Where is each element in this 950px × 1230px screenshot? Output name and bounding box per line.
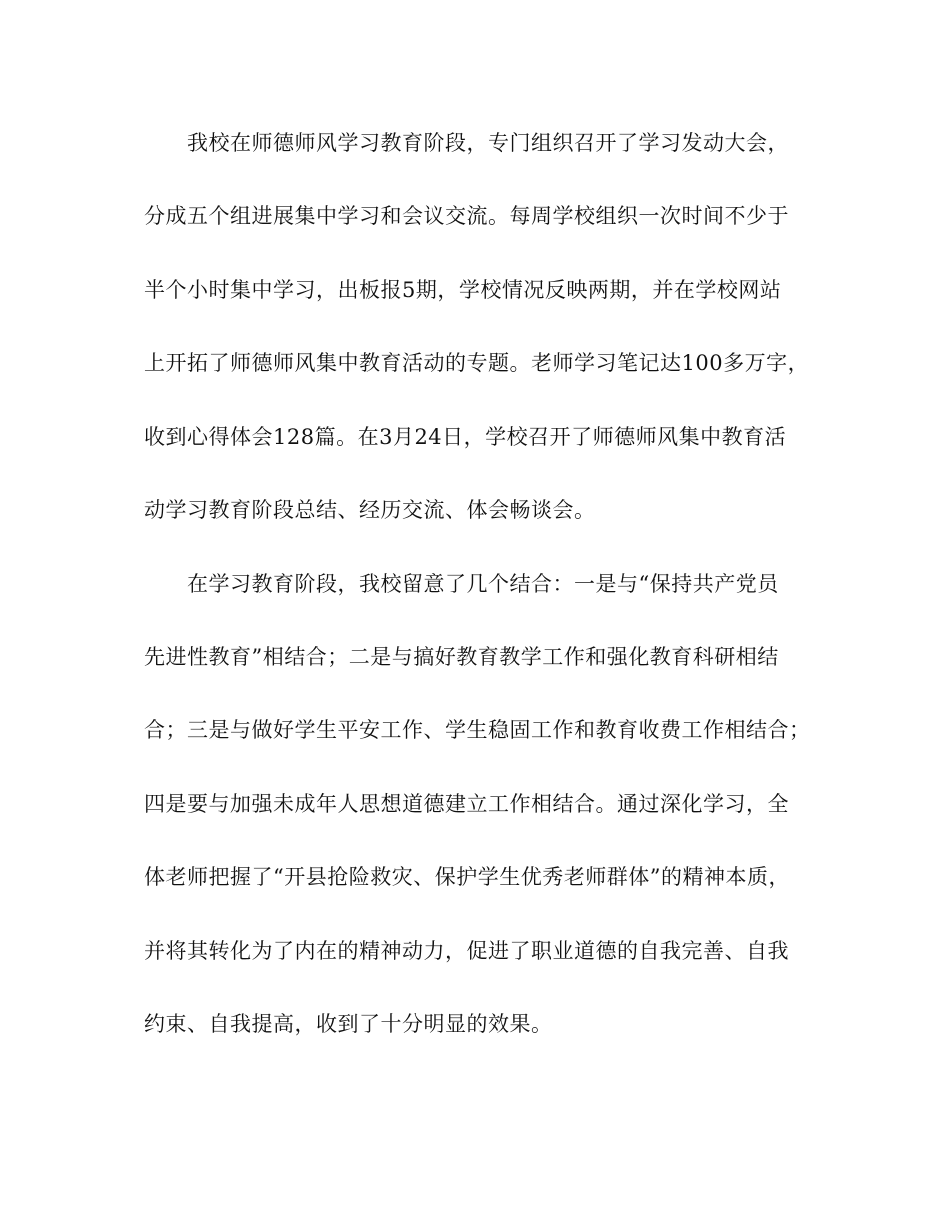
paragraph-2-line-3: 合；三是与做好学生平安工作、学生稳固工作和教育收费工作相结合；: [144, 718, 811, 742]
paragraph-2-line-2: 先进性教育”相结合；二是与搞好教育教学工作和强化教育科研相结: [144, 645, 779, 669]
paragraph-1-line-1: 我校在师德师风学习教育阶段，专门组织召开了学习发动大会，: [187, 131, 789, 155]
paragraph-1-line-4: 上开拓了师德师风集中教育活动的专题。老师学习笔记达100多万字，: [144, 351, 810, 375]
paragraph-2-line-6: 并将其转化为了内在的精神动力，促进了职业道德的自我完善、自我: [144, 939, 789, 963]
paragraph-2-line-1: 在学习教育阶段，我校留意了几个结合：一是与“保持共产党员: [187, 572, 779, 596]
paragraph-1-line-3: 半个小时集中学习，出板报5期，学校情况反映两期，并在学校网站: [144, 278, 782, 302]
paragraph-1-line-2: 分成五个组进展集中学习和会议交流。每周学校组织一次时间不少于: [144, 204, 789, 228]
paragraph-2-line-4: 四是要与加强未成年人思想道德建立工作相结合。通过深化学习，全: [144, 792, 789, 816]
paragraph-2-line-5: 体老师把握了“开县抢险救灾、保护学生优秀老师群体”的精神本质，: [144, 865, 790, 889]
paragraph-1-line-6: 动学习教育阶段总结、经历交流、体会畅谈会。: [144, 498, 596, 522]
paragraph-1-line-5: 收到心得体会128篇。在3月24日，学校召开了师德师风集中教育活: [144, 425, 787, 449]
paragraph-2-line-7: 约束、自我提高，收到了十分明显的效果。: [144, 1012, 553, 1036]
